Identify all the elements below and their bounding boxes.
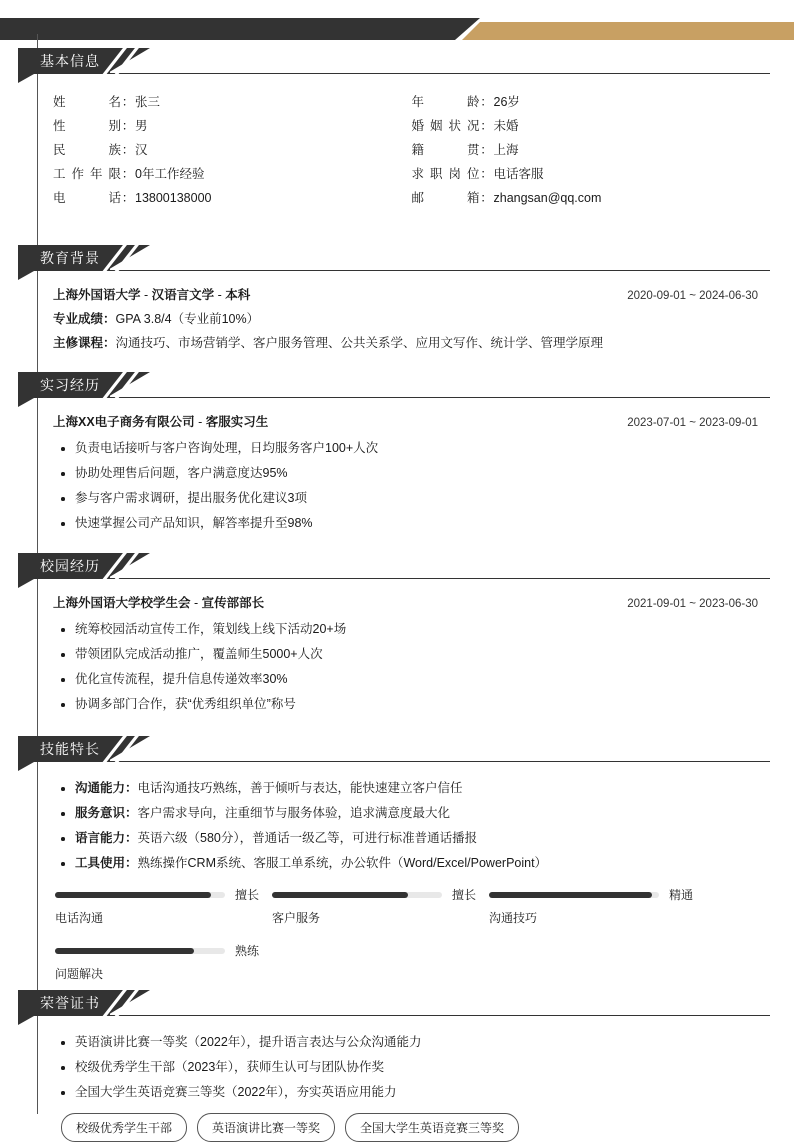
section-rule <box>18 270 770 271</box>
list-item: 协调多部门合作，获“优秀组织单位”称号 <box>53 692 770 717</box>
internship-title <box>53 412 268 430</box>
section-internship <box>0 372 794 536</box>
section-rule <box>18 73 770 74</box>
info-row-gender <box>53 116 412 140</box>
internship-date-range: 2023-07-01 ~ 2023-09-01 <box>627 417 758 429</box>
info-label: 邮箱 <box>411 191 480 205</box>
list-item: 参与客户需求调研，提出服务优化建议3项 <box>53 486 770 511</box>
education-courses-value: 沟通技巧、市场营销学、客户服务管理、公共关系学、应用文写作、统计学、管理学原理 <box>115 336 604 350</box>
education-degree: 本科 <box>225 288 251 302</box>
education-courses-label: 主修课程： <box>53 336 116 350</box>
education-gpa-line <box>53 309 770 327</box>
section-title-basic-info: 基本信息 <box>18 48 110 74</box>
info-row-phone <box>53 188 412 212</box>
education-gpa-label: 专业成绩： <box>53 312 116 326</box>
skill-bar-track <box>272 892 442 898</box>
basic-info-left-column <box>53 92 412 212</box>
info-colon: ： <box>121 143 135 157</box>
list-item: 协助处理售后问题，客户满意度达95% <box>53 461 770 486</box>
list-item: 优化宣传流程，提升信息传递效率30% <box>53 667 770 692</box>
info-label: 姓名 <box>53 95 121 109</box>
section-rule <box>18 761 770 762</box>
info-label: 求职岗位 <box>411 167 480 181</box>
info-label: 性别 <box>53 119 121 133</box>
skill-bar-item <box>489 886 706 926</box>
skill-bar-name: 问题解决 <box>55 967 104 981</box>
topbar-gold-segment <box>462 22 794 40</box>
campus-role: 宣传部部长 <box>201 596 265 610</box>
campus-body <box>0 583 794 717</box>
skill-bar-grid <box>53 876 770 998</box>
info-value: 汉 <box>135 143 148 157</box>
education-date-range: 2020-09-01 ~ 2024-06-30 <box>627 290 758 302</box>
skill-label: 服务意识： <box>75 806 138 820</box>
section-header-honors <box>18 990 770 1020</box>
info-label: 年龄 <box>411 95 480 109</box>
list-item: 全国大学生英语竞赛三等奖（2022年），夯实英语应用能力 <box>53 1080 770 1105</box>
section-title-education: 教育背景 <box>18 245 110 271</box>
topbar-dark-segment <box>0 18 480 40</box>
internship-bullet-list <box>53 436 770 536</box>
section-title-skills: 技能特长 <box>18 736 110 762</box>
section-header-skills <box>18 736 770 766</box>
info-value: 张三 <box>135 95 161 109</box>
skills-body <box>0 766 794 998</box>
list-item <box>53 851 770 876</box>
internship-separator: - <box>194 415 206 429</box>
info-colon: ： <box>121 95 135 109</box>
education-separator-1: - <box>140 288 152 302</box>
info-value: zhangsan@qq.com <box>493 191 602 205</box>
section-header-campus <box>18 553 770 583</box>
basic-info-right-column <box>412 92 771 212</box>
skill-bar-fill <box>489 892 652 898</box>
skill-bar-line <box>55 886 272 903</box>
skill-bar-track <box>55 892 225 898</box>
list-item <box>53 801 770 826</box>
info-colon: ： <box>480 95 493 109</box>
info-row-marital-status <box>412 116 771 140</box>
honor-tag[interactable]: 全国大学生英语竞赛三等奖 <box>345 1113 519 1142</box>
info-row-email <box>412 188 771 212</box>
internship-body <box>0 402 794 536</box>
section-title-honors: 荣誉证书 <box>18 990 110 1016</box>
section-title-campus: 校园经历 <box>18 553 110 579</box>
info-value: 0年工作经验 <box>135 167 205 181</box>
section-skills <box>0 736 794 998</box>
info-value: 电话客服 <box>493 167 544 181</box>
list-item: 英语演讲比赛一等奖（2022年），提升语言表达与公众沟通能力 <box>53 1030 770 1055</box>
info-label: 婚姻状况 <box>411 119 480 133</box>
section-header-internship <box>18 372 770 402</box>
education-gpa-value: GPA 3.8/4（专业前10%） <box>115 312 260 326</box>
info-row-target-position <box>412 164 771 188</box>
skill-bar-track <box>55 948 225 954</box>
section-title-internship: 实习经历 <box>18 372 110 398</box>
skill-bar-item <box>55 942 272 982</box>
skill-bar-level: 精通 <box>669 888 694 902</box>
section-rule <box>18 1015 770 1016</box>
education-title <box>53 285 250 303</box>
internship-company: 上海XX电子商务有限公司 <box>53 415 195 429</box>
skill-bar-line <box>55 942 272 959</box>
basic-info-grid <box>53 88 770 212</box>
skill-bar-fill <box>55 948 194 954</box>
info-label: 电话 <box>53 191 121 205</box>
education-school: 上海外国语大学 <box>53 288 141 302</box>
skill-bar-name: 电话沟通 <box>55 911 104 925</box>
section-rule <box>18 397 770 398</box>
skill-bar-line <box>489 886 706 903</box>
info-row-name <box>53 92 412 116</box>
skill-bar-item <box>272 886 489 926</box>
skill-bar-level: 熟练 <box>235 944 260 958</box>
info-colon: ： <box>121 191 135 205</box>
skill-text: 客户需求导向，注重细节与服务体验，追求满意度最大化 <box>137 806 451 820</box>
section-campus <box>0 553 794 717</box>
skill-label: 沟通能力： <box>75 781 138 795</box>
info-colon: ： <box>480 119 493 133</box>
info-value: 未婚 <box>493 119 519 133</box>
honor-tag-list <box>53 1105 770 1142</box>
section-header-education <box>18 245 770 275</box>
skills-bullet-list <box>53 776 770 876</box>
honors-body <box>0 1020 794 1142</box>
campus-date-range: 2021-09-01 ~ 2023-06-30 <box>627 598 758 610</box>
skill-bar-name: 沟通技巧 <box>489 911 538 925</box>
info-colon: ： <box>121 167 135 181</box>
honors-bullet-list <box>53 1030 770 1105</box>
info-colon: ： <box>480 167 493 181</box>
skill-label: 工具使用： <box>75 856 138 870</box>
skill-bar-name: 客户服务 <box>272 911 321 925</box>
list-item: 校级优秀学生干部（2023年），获师生认可与团队协作奖 <box>53 1055 770 1080</box>
info-row-ethnicity <box>53 140 412 164</box>
section-honors <box>0 990 794 1142</box>
campus-separator: - <box>190 596 202 610</box>
info-label: 籍贯 <box>411 143 480 157</box>
list-item <box>53 776 770 801</box>
list-item <box>53 826 770 851</box>
info-value: 上海 <box>493 143 519 157</box>
info-colon: ： <box>480 191 493 205</box>
section-header-basic-info <box>18 48 770 78</box>
info-colon: ： <box>480 143 493 157</box>
skill-bar-fill <box>272 892 408 898</box>
section-education <box>0 245 794 357</box>
campus-entry-header <box>53 593 770 611</box>
info-value: 26岁 <box>493 95 520 109</box>
education-separator-2: - <box>214 288 226 302</box>
info-colon: ： <box>121 119 135 133</box>
skill-text: 英语六级（580分），普通话一级乙等，可进行标准普通话播报 <box>137 831 478 845</box>
info-value: 13800138000 <box>135 191 212 205</box>
campus-title <box>53 593 264 611</box>
internship-entry-header <box>53 412 770 430</box>
education-body <box>0 275 794 351</box>
info-label: 工作年限 <box>53 167 121 181</box>
skill-bar-line <box>272 886 489 903</box>
info-row-hometown <box>412 140 771 164</box>
list-item: 带领团队完成活动推广，覆盖师生5000+人次 <box>53 642 770 667</box>
education-major: 汉语言文学 <box>151 288 215 302</box>
info-value: 男 <box>135 119 148 133</box>
basic-info-body <box>0 78 794 212</box>
education-entry-header <box>53 285 770 303</box>
section-rule <box>18 578 770 579</box>
skill-label: 语言能力： <box>75 831 138 845</box>
skill-text: 熟练操作CRM系统、客服工单系统，办公软件（Word/Excel/PowerPoint） <box>137 856 548 870</box>
honor-tag[interactable]: 英语演讲比赛一等奖 <box>197 1113 335 1142</box>
skill-bar-item <box>55 886 272 926</box>
top-decorative-bar <box>0 18 794 40</box>
section-basic-info <box>0 48 794 212</box>
education-courses-line <box>53 333 770 351</box>
list-item: 负责电话接听与客户咨询处理，日均服务客户100+人次 <box>53 436 770 461</box>
skill-text: 电话沟通技巧熟练，善于倾听与表达，能快速建立客户信任 <box>137 781 463 795</box>
skill-bar-level: 擅长 <box>235 888 260 902</box>
info-row-age <box>412 92 771 116</box>
internship-role: 客服实习生 <box>205 415 269 429</box>
info-label: 民族 <box>53 143 121 157</box>
campus-bullet-list <box>53 617 770 717</box>
info-row-work-years <box>53 164 412 188</box>
campus-organization: 上海外国语大学校学生会 <box>53 596 191 610</box>
skill-bar-track <box>489 892 659 898</box>
honor-tag[interactable]: 校级优秀学生干部 <box>61 1113 187 1142</box>
list-item: 快速掌握公司产品知识，解答率提升至98% <box>53 511 770 536</box>
skill-bar-level: 擅长 <box>452 888 477 902</box>
list-item: 统筹校园活动宣传工作，策划线上线下活动20+场 <box>53 617 770 642</box>
skill-bar-fill <box>55 892 211 898</box>
